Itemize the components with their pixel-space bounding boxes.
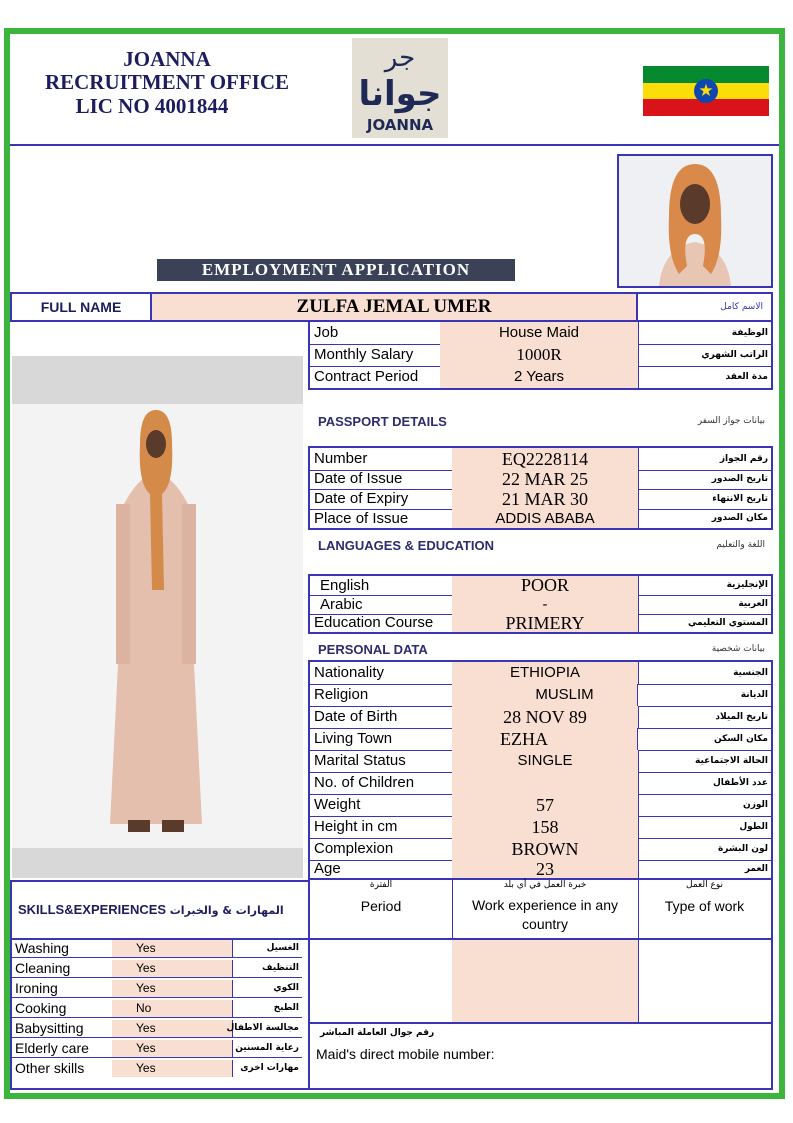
skill-value: Yes bbox=[112, 1060, 233, 1077]
period-cell bbox=[310, 940, 453, 1022]
passport-number-label-ar: رقم الجواز bbox=[719, 454, 768, 464]
height-value: 158 bbox=[452, 816, 639, 838]
skill-name: Cleaning bbox=[12, 960, 116, 977]
living-town-label-ar: مكان السكن bbox=[714, 734, 768, 744]
living-town-row bbox=[310, 728, 771, 751]
skill-name-ar: الكوي bbox=[273, 983, 299, 993]
form-title: EMPLOYMENT APPLICATION bbox=[157, 259, 515, 281]
skill-value: Yes bbox=[112, 1040, 233, 1057]
height-label: Height in cm bbox=[310, 816, 457, 838]
skill-name: Washing bbox=[12, 940, 116, 957]
skill-value: Yes bbox=[112, 980, 233, 997]
issue-place-value: ADDIS ABABA bbox=[452, 509, 639, 528]
skill-row bbox=[12, 940, 302, 958]
birth-date-label: Date of Birth bbox=[310, 706, 457, 728]
nationality-label-ar: الجنسية bbox=[733, 668, 768, 678]
marital-status-label: Marital Status bbox=[310, 750, 457, 772]
full-name-value: ZULFA JEMAL UMER bbox=[152, 294, 638, 320]
age-label-ar: العمر bbox=[744, 864, 768, 874]
skills-title-en: SKILLS&EXPERIENCES bbox=[18, 902, 167, 917]
type-header-ar: نوع العمل bbox=[686, 880, 723, 890]
weight-label: Weight bbox=[310, 794, 457, 816]
job-table bbox=[308, 322, 773, 390]
skills-title bbox=[18, 902, 284, 917]
children-label-ar: عدد الأطفال bbox=[712, 778, 768, 788]
salary-row bbox=[310, 344, 771, 367]
age-value: 23 bbox=[452, 860, 639, 878]
languages-title-ar: اللغة والتعليم bbox=[716, 540, 765, 550]
skill-name-ar: الطبخ bbox=[273, 1003, 299, 1013]
skill-row bbox=[12, 1020, 302, 1038]
skill-name: Babysitting bbox=[12, 1020, 116, 1037]
nationality-value: ETHIOPIA bbox=[452, 662, 639, 684]
skill-name: Ironing bbox=[12, 980, 116, 997]
skills-table bbox=[10, 940, 310, 1090]
personal-title-ar: بيانات شخصية bbox=[711, 644, 765, 654]
period-header-en: Period bbox=[360, 898, 402, 914]
arabic-row bbox=[310, 595, 771, 615]
country-header-en: Work experience in any country bbox=[471, 897, 619, 932]
portrait-photo bbox=[617, 154, 773, 288]
logo-latin: JOANNA bbox=[366, 116, 434, 134]
issue-date-label-ar: تاريخ الصدور bbox=[711, 474, 768, 484]
fullbody-photo bbox=[12, 404, 303, 848]
office-name-block bbox=[22, 48, 312, 118]
marital-status-row bbox=[310, 750, 771, 773]
living-town-label: Living Town bbox=[310, 728, 457, 750]
header-divider bbox=[10, 144, 779, 146]
skill-name: Other skills bbox=[12, 1060, 116, 1077]
religion-label: Religion bbox=[310, 684, 457, 706]
contract-label-ar: مدة العقد bbox=[725, 372, 768, 382]
skill-name-ar: التنظيف bbox=[262, 963, 299, 973]
experience-header bbox=[308, 878, 773, 940]
marital-status-value: SINGLE bbox=[452, 750, 639, 772]
skill-value: No bbox=[112, 1000, 233, 1017]
religion-value: MUSLIM bbox=[452, 684, 638, 706]
living-town-value: EZHA bbox=[452, 728, 638, 750]
contract-value: 2 Years bbox=[440, 366, 639, 388]
period-header bbox=[310, 880, 453, 938]
contract-label: Contract Period bbox=[310, 366, 445, 388]
mobile-label-ar: رقم جوال العاملة المباشر bbox=[320, 1028, 435, 1038]
passport-title: PASSPORT DETAILS bbox=[318, 414, 447, 429]
experience-body bbox=[308, 940, 773, 1024]
country-header bbox=[452, 880, 639, 938]
office-line-1: JOANNA bbox=[123, 47, 211, 71]
ethiopia-flag bbox=[643, 66, 769, 116]
full-name-row bbox=[10, 292, 773, 322]
personal-table bbox=[308, 660, 773, 880]
skill-row bbox=[12, 1000, 302, 1018]
skill-name-ar: الغسيل bbox=[266, 943, 299, 953]
personal-section bbox=[308, 638, 773, 660]
languages-title: LANGUAGES & EDUCATION bbox=[318, 538, 494, 553]
personal-title: PERSONAL DATA bbox=[318, 642, 428, 657]
skill-row bbox=[12, 1040, 302, 1058]
skill-row bbox=[12, 1060, 302, 1077]
joanna-logo bbox=[352, 38, 448, 138]
type-header bbox=[638, 880, 771, 938]
arabic-value: - bbox=[452, 595, 639, 614]
type-cell bbox=[638, 940, 771, 1022]
job-row bbox=[310, 322, 771, 345]
passport-number-label: Number bbox=[310, 448, 457, 470]
passport-section bbox=[308, 390, 773, 446]
office-line-2: RECRUITMENT OFFICE bbox=[44, 70, 290, 94]
english-row bbox=[310, 576, 771, 596]
skill-name: Cooking bbox=[12, 1000, 116, 1017]
complexion-row bbox=[310, 838, 771, 861]
english-label: English bbox=[310, 576, 463, 595]
passport-number-row bbox=[310, 448, 771, 471]
skill-row bbox=[12, 960, 302, 978]
height-row bbox=[310, 816, 771, 839]
birth-date-label-ar: تاريخ الميلاد bbox=[715, 712, 768, 722]
education-row bbox=[310, 614, 771, 632]
height-label-ar: الطول bbox=[739, 822, 768, 832]
complexion-label-ar: لون البشرة bbox=[717, 844, 768, 854]
children-value bbox=[452, 772, 639, 794]
age-label: Age bbox=[310, 860, 457, 878]
full-name-label: FULL NAME bbox=[12, 294, 152, 320]
passport-table bbox=[308, 446, 773, 530]
arabic-label: Arabic bbox=[310, 595, 463, 614]
salary-label-ar: الراتب الشهري bbox=[701, 350, 768, 360]
skill-name-ar: مجالسة الاطفال bbox=[226, 1023, 299, 1033]
complexion-label: Complexion bbox=[310, 838, 457, 860]
job-label: Job bbox=[310, 322, 445, 344]
marital-status-label-ar: الحالة الاجتماعية bbox=[695, 756, 768, 766]
complexion-value: BROWN bbox=[452, 838, 639, 860]
skills-header bbox=[10, 880, 310, 940]
skill-value: Yes bbox=[112, 960, 233, 977]
fullbody-figure bbox=[12, 404, 303, 848]
full-name-label-ar: الاسم كامل bbox=[720, 302, 763, 312]
fullbody-photo-bottom-band bbox=[12, 848, 303, 878]
issue-date-value: 22 MAR 25 bbox=[452, 469, 639, 489]
office-line-3: LIC NO 4001844 bbox=[75, 94, 229, 118]
passport-number-value: EQ2228114 bbox=[452, 448, 639, 470]
portrait-figure bbox=[619, 156, 771, 286]
skill-name-ar: رعاية المسنين bbox=[235, 1043, 299, 1053]
education-label-ar: المستوي التعليمي bbox=[687, 618, 768, 628]
flag-emblem-icon: ★ bbox=[694, 79, 718, 103]
svg-text:جر: جر bbox=[384, 43, 416, 73]
passport-title-ar: بيانات جواز السفر bbox=[697, 416, 765, 426]
mobile-label: Maid's direct mobile number: bbox=[316, 1046, 495, 1062]
expiry-date-value: 21 MAR 30 bbox=[452, 489, 639, 509]
job-value: House Maid bbox=[440, 322, 639, 344]
period-header-ar: الفترة bbox=[369, 880, 393, 890]
issue-place-label: Place of Issue bbox=[310, 509, 457, 528]
age-row bbox=[310, 860, 771, 878]
religion-label-ar: الديانة bbox=[740, 690, 768, 700]
skill-value: Yes bbox=[112, 1020, 233, 1037]
skill-value: Yes bbox=[112, 940, 233, 957]
issue-date-row bbox=[310, 469, 771, 490]
skill-name-ar: مهارات اخرى bbox=[240, 1063, 299, 1073]
issue-date-label: Date of Issue bbox=[310, 469, 457, 489]
arabic-label-ar: العربية bbox=[738, 599, 768, 609]
skills-title-ar: المهارات & والخبرات bbox=[169, 904, 284, 917]
salary-value: 1000R bbox=[440, 344, 639, 366]
nationality-row bbox=[310, 662, 771, 685]
children-row bbox=[310, 772, 771, 795]
salary-label: Monthly Salary bbox=[310, 344, 445, 366]
expiry-date-row bbox=[310, 489, 771, 510]
country-header-ar: خبرة العمل في أي بلد bbox=[503, 880, 587, 890]
birth-date-value: 28 NOV 89 bbox=[452, 706, 639, 728]
weight-label-ar: الوزن bbox=[743, 800, 768, 810]
english-value: POOR bbox=[452, 576, 639, 595]
languages-section bbox=[308, 530, 773, 574]
religion-row bbox=[310, 684, 771, 707]
expiry-date-label-ar: تاريخ الانتهاء bbox=[712, 494, 768, 504]
job-label-ar: الوظيفة bbox=[731, 328, 768, 338]
type-header-en: Type of work bbox=[664, 898, 745, 914]
skill-name: Elderly care bbox=[12, 1040, 116, 1057]
weight-row bbox=[310, 794, 771, 817]
country-cell bbox=[452, 940, 639, 1022]
issue-place-label-ar: مكان الصدور bbox=[711, 513, 768, 523]
skill-row bbox=[12, 980, 302, 998]
english-label-ar: الإنجليزية bbox=[726, 580, 768, 590]
contract-row bbox=[310, 366, 771, 388]
mobile-row bbox=[308, 1022, 773, 1090]
education-label: Education Course bbox=[310, 614, 457, 632]
expiry-date-label: Date of Expiry bbox=[310, 489, 457, 509]
weight-value: 57 bbox=[452, 794, 639, 816]
birth-date-row bbox=[310, 706, 771, 729]
education-value: PRIMERY bbox=[452, 614, 639, 632]
logo-arabic: جوانا bbox=[358, 74, 442, 114]
fullbody-photo-top-band bbox=[12, 356, 303, 404]
nationality-label: Nationality bbox=[310, 662, 457, 684]
issue-place-row bbox=[310, 509, 771, 528]
children-label: No. of Children bbox=[310, 772, 457, 794]
languages-table bbox=[308, 574, 773, 634]
